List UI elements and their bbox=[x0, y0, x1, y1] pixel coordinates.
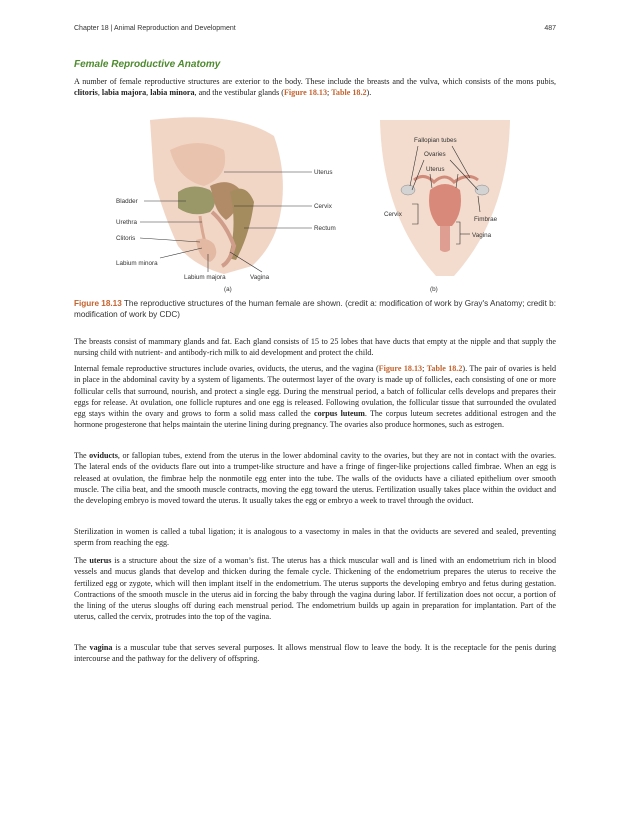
label-cervix-a: Cervix bbox=[314, 203, 332, 210]
intro-paragraph: A number of female reproductive structures are exterior to the body. These include the breasts and the vulva, which consists of the mons pubis, clitoris, labia majora, labia minora, and the vestibular glands (Figure 18.13; Table 18.2). bbox=[74, 77, 556, 98]
paragraph-vagina: The vagina is a muscular tube that serves several purposes. It allows menstrual flow to leave the body. It is the receptacle for the penis during intercourse and the pathway for the delivery of offspring. bbox=[74, 643, 556, 664]
paragraph-uterus: The uterus is a structure about the size of a woman’s fist. The uterus has a thick muscular wall and is lined with an endometrium rich in blood vessels and mucus glands that develop and thicken during the female cycle. Thickening of the endometrium prepares the uterus to receive the fertilized egg or zygote, which will then implant itself in the endometrium. The uterus supports the developing embryo and fetus during gestation. Contractions of the smooth muscle in the uterus aid in forcing the baby through the vagina during labor. If fertilization does not occur, a portion of the lining of the uterus sloughs off during each menstrual period. The endometrium builds up again in preparation for implantation. Part of the uterus, called the cervix, protrudes into the top of the vagina. bbox=[74, 556, 557, 622]
anatomy-illustration bbox=[74, 116, 556, 296]
figure-caption: Figure 18.13 The reproductive structures of the human female are shown. (credit a: modification of work by Gray's Anatomy; credit b: modification of work by CDC) bbox=[74, 299, 556, 319]
panel-label-b: (b) bbox=[430, 286, 438, 293]
label-uterus-b: Uterus bbox=[426, 166, 445, 173]
label-fimbrae: Fimbrae bbox=[474, 216, 498, 223]
figure-18-13 bbox=[74, 116, 556, 296]
label-labium-minora: Labium minora bbox=[116, 260, 158, 267]
section-title: Female Reproductive Anatomy bbox=[74, 59, 221, 70]
paragraph-breasts: The breasts consist of mammary glands and fat. Each gland consists of 15 to 25 lobes that have ducts that empty at the nipple and that supply the nursing child with nutrient- and antibody-rich milk to aid development and protect the child. bbox=[74, 337, 556, 358]
table-link[interactable]: Table 18.2 bbox=[331, 88, 367, 98]
page-header bbox=[74, 25, 556, 32]
paragraph-oviducts: The oviducts, or fallopian tubes, extend from the uterus in the lower abdominal cavity to the ovaries, but they are not in contact with the ovaries. The lateral ends of the oviducts flare out into a trumpet-like structure and have a fringe of finger-like projections called fimbrae. When an egg is released at ovulation, the fimbrae help the nonmotile egg enter into the tube. The walls of the oviducts have a ciliated epithelium over smooth muscle. The cilia beat, and the smooth muscle contracts, moving the egg toward the uterus. Fertilization usually takes place within the oviduct and the developing embryo is moved toward the uterus. It usually takes the egg or embryo a week to travel through the oviduct. bbox=[74, 451, 556, 506]
label-bladder: Bladder bbox=[116, 198, 138, 205]
figure-link[interactable]: Figure 18.13 bbox=[378, 364, 423, 373]
paragraph-sterilization: Sterilization in women is called a tubal ligation; it is analogous to a vasectomy in males in that the oviducts are severed and sealed, preventing sperm from reaching the egg. bbox=[74, 527, 556, 548]
label-labium-majora: Labium majora bbox=[184, 274, 226, 281]
caption-label: Figure 18.13 bbox=[74, 299, 122, 308]
label-clitoris: Clitoris bbox=[116, 235, 136, 242]
label-cervix-b: Cervix bbox=[384, 211, 402, 218]
sagittal-view-illustration bbox=[150, 117, 283, 274]
chapter-title: Chapter 18 | Animal Reproduction and Development bbox=[74, 25, 236, 32]
panel-label-a: (a) bbox=[224, 286, 232, 293]
paragraph-internal-structures: Internal female reproductive structures include ovaries, oviducts, the uterus, and the vagina (Figure 18.13; Table 18.2). The pair of ovaries is held in place in the abdominal cavity by a system of ligaments. The outermost layer of the ovary is made up of follicles, each consisting of one or more follicular cells that surround, nourish, and protect a single egg. During the menstrual period, a batch of follicular cells develops and prepares their eggs for release. At ovulation, one follicle ruptures and one egg is released. Following ovulation, the follicular tissue that surrounded the ovulated egg stays within the ovary and grows to form a solid mass called the corpus luteum. The corpus luteum secretes additional estrogen and the hormone progesterone that helps maintain the uterine lining during pregnancy. The ovaries also produce hormones, such as estrogen. bbox=[74, 364, 557, 430]
page-number: 487 bbox=[544, 25, 556, 32]
label-urethra: Urethra bbox=[116, 219, 137, 226]
label-rectum: Rectum bbox=[314, 225, 336, 232]
label-fallopian-tubes: Fallopian tubes bbox=[414, 137, 457, 144]
label-uterus-a: Uterus bbox=[314, 169, 333, 176]
table-link[interactable]: Table 18.2 bbox=[426, 364, 463, 373]
figure-link[interactable]: Figure 18.13 bbox=[283, 88, 327, 98]
label-vagina-b: Vagina bbox=[472, 232, 492, 239]
label-ovaries: Ovaries bbox=[424, 151, 446, 158]
label-vagina-a: Vagina bbox=[250, 274, 270, 281]
